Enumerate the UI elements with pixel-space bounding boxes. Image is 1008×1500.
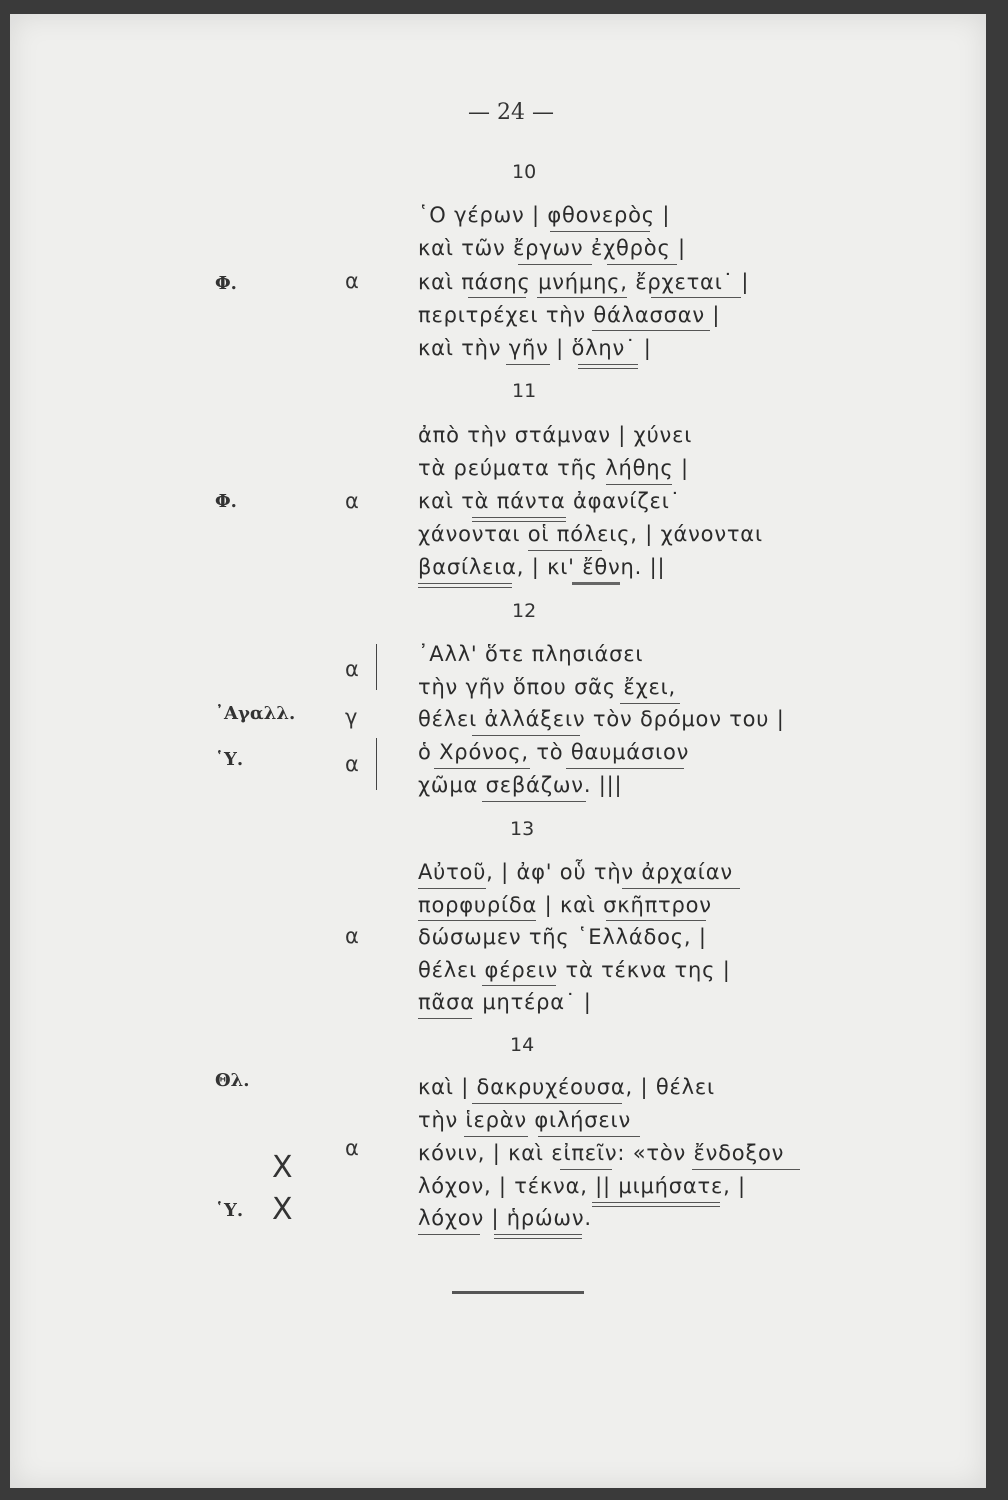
verse-line: καὶ τὴν γῆν | ὅλην˙ |	[418, 336, 652, 360]
mode-mark: α	[345, 1136, 359, 1160]
underline	[472, 735, 580, 736]
underline	[472, 1103, 622, 1104]
underline	[620, 703, 680, 704]
underline	[434, 768, 530, 769]
verse-line: χάνονται οἱ πόλεις, | χάνονται	[418, 522, 763, 546]
speaker-label: ῾Υ.	[215, 1200, 244, 1221]
underline	[592, 330, 710, 331]
verse-line: λόχον | ἡρώων.	[418, 1206, 592, 1230]
verse-line: καὶ πάσης μνήμης, ἔρχεται˙ |	[418, 270, 750, 294]
verse-line: καὶ | δακρυχέουσα, | θέλει	[418, 1075, 715, 1099]
speaker-label: Θλ.	[215, 1070, 250, 1091]
underline	[560, 1169, 612, 1170]
verse-line: ᾿Αλλ' ὅτε πλησιάσει	[418, 642, 644, 666]
underline	[506, 364, 550, 365]
underline	[538, 1136, 640, 1137]
verse-line: καὶ τῶν ἔργων ἐχθρὸς |	[418, 236, 686, 260]
speaker-label: ῾Υ.	[215, 749, 244, 770]
underline	[537, 297, 627, 298]
mode-mark: α	[345, 752, 359, 776]
mode-mark: γ	[345, 705, 358, 729]
underline	[464, 1136, 528, 1137]
verse-line: θέλει ἀλλάξειν τὸν δρόμον του |	[418, 707, 785, 731]
chorus-mark: Χ	[272, 1150, 293, 1185]
verse-line: λόχον, | τέκνα, || μιμήσατε, |	[418, 1174, 746, 1198]
section-number: 12	[512, 600, 537, 622]
verse-line: τὴν γῆν ὅπου σᾶς ἔχει,	[418, 675, 677, 699]
verse-line: πορφυρίδα | καὶ σκῆπτρον	[418, 893, 712, 917]
mode-mark: α	[345, 489, 359, 513]
verse-line: πᾶσα μητέρα˙ |	[418, 990, 592, 1014]
underline	[622, 888, 740, 889]
underline	[692, 1169, 800, 1170]
section-number: 10	[512, 161, 537, 183]
verse-line: ῾Ο γέρων | φθονερὸς |	[418, 203, 671, 227]
speaker-label: Φ.	[215, 491, 237, 512]
verse-line: χῶμα σεβάζων. |||	[418, 773, 623, 797]
underline	[418, 888, 486, 889]
underline	[651, 297, 741, 298]
closing-rule	[452, 1291, 584, 1294]
underline	[418, 1234, 480, 1235]
section-number: 13	[510, 818, 535, 840]
grouping-bracket	[376, 644, 377, 690]
underline	[418, 1018, 472, 1019]
double-underline	[418, 583, 512, 588]
chorus-mark: Χ	[272, 1192, 293, 1227]
section-number: 11	[512, 380, 537, 402]
verse-line: τὴν ἱερὰν φιλήσειν	[418, 1108, 631, 1132]
section-number: 14	[510, 1034, 535, 1056]
double-underline	[578, 364, 638, 369]
verse-line: δώσωμεν τῆς ῾Ελλάδος, |	[418, 925, 707, 949]
mode-mark: α	[345, 924, 359, 948]
double-underline	[592, 1202, 720, 1207]
underline	[482, 801, 586, 802]
underline	[528, 550, 602, 551]
grouping-bracket	[376, 738, 377, 790]
book-page	[10, 14, 986, 1488]
verse-line: ἀπὸ τὴν στάμναν | χύνει	[418, 423, 693, 447]
underline	[418, 920, 536, 921]
verse-line: ὁ Χρόνος, τὸ θαυμάσιον	[418, 740, 690, 764]
speaker-label: Φ.	[215, 273, 237, 294]
underline	[607, 264, 677, 265]
underline	[606, 484, 672, 485]
double-underline	[472, 517, 566, 522]
double-underline	[494, 1234, 582, 1239]
underline	[550, 231, 650, 232]
mode-mark: α	[345, 269, 359, 293]
page-number: — 24 —	[468, 100, 554, 125]
verse-line: τὰ ρεύματα τῆς λήθης |	[418, 456, 689, 480]
verse-line: κόνιν, | καὶ εἰπεῖν: «τὸν ἔνδοξον	[418, 1141, 785, 1165]
verse-line: θέλει φέρειν τὰ τέκνα της |	[418, 958, 731, 982]
speaker-label: ᾿Αγαλλ.	[215, 703, 296, 724]
verse-line: Αὐτοῦ, | ἀφ' οὗ τὴν ἀρχαίαν	[418, 860, 733, 884]
underline	[468, 297, 526, 298]
verse-line: βασίλεια, | κι' ἔθνη. ||	[418, 555, 666, 579]
verse-line: περιτρέχει τὴν θάλασσαν |	[418, 303, 721, 327]
underline	[566, 768, 684, 769]
mode-mark: α	[345, 657, 359, 681]
emphasis-bar	[572, 582, 620, 585]
verse-line: καὶ τὰ πάντα ἀφανίζει˙	[418, 489, 681, 513]
underline	[482, 985, 556, 986]
underline	[518, 264, 592, 265]
underline	[606, 920, 706, 921]
